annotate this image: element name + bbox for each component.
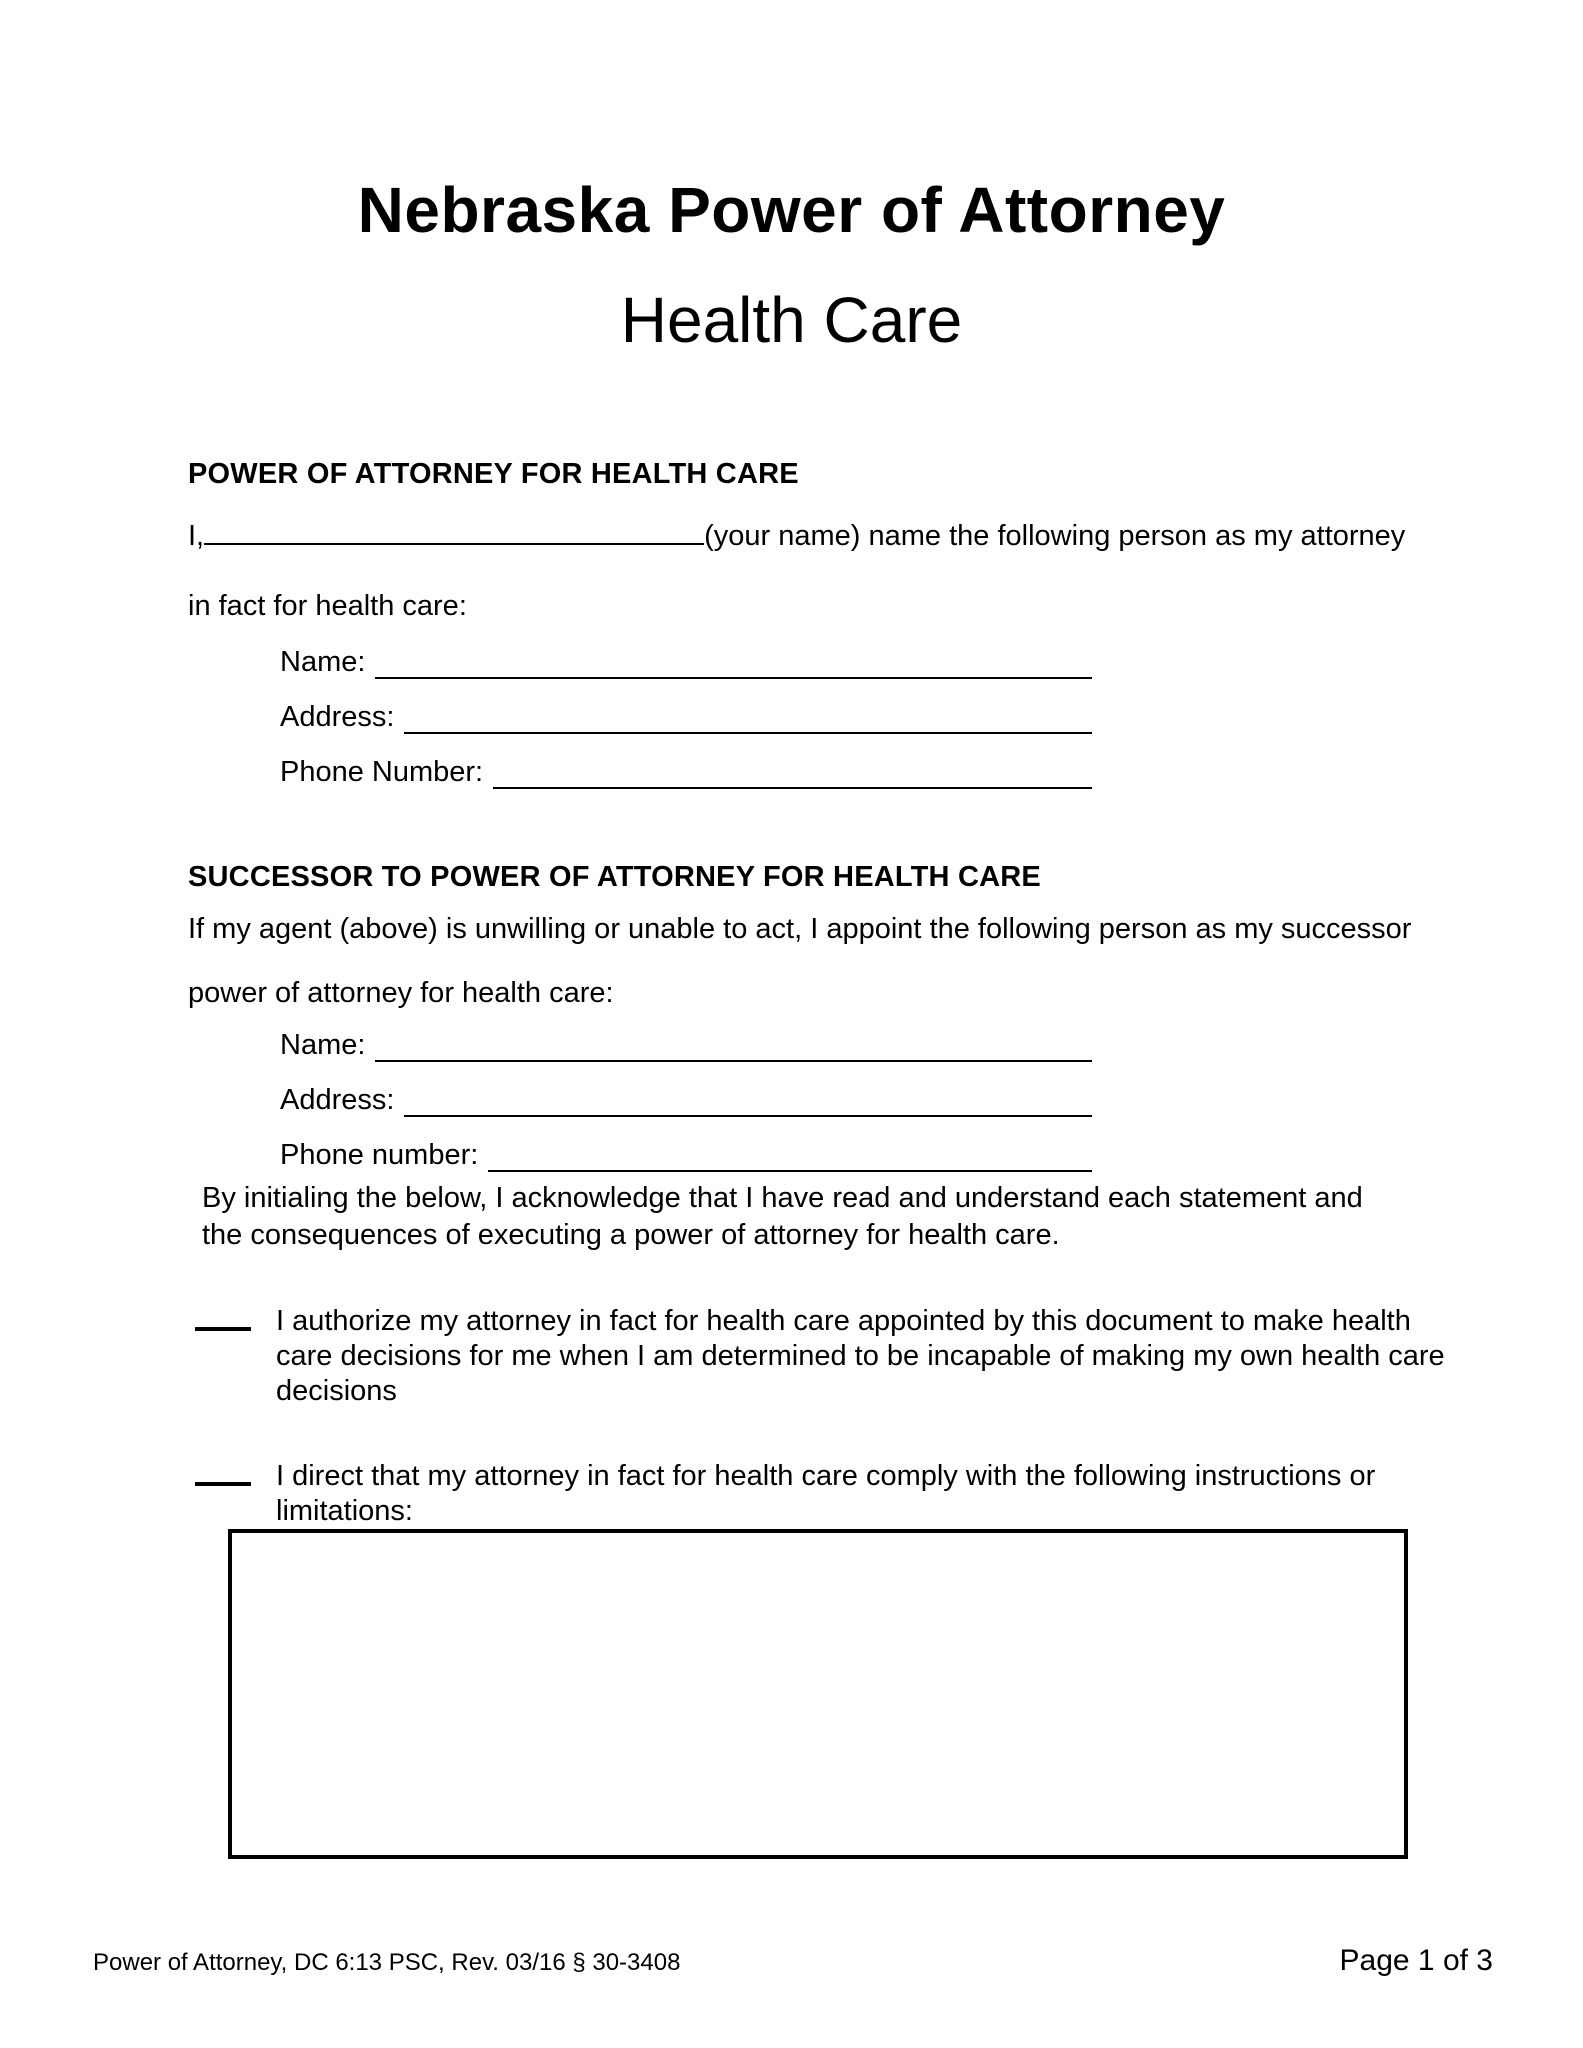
successor-fields: [280, 1028, 1092, 1172]
authorize-line2: care decisions for me when I am determined to be incapable of making my own health care: [276, 1340, 1445, 1372]
successor-address-row: [280, 1083, 1092, 1117]
poa-section-heading: POWER OF ATTORNEY FOR HEALTH CARE: [188, 458, 799, 490]
initials-blank-field[interactable]: [195, 1459, 251, 1486]
direct-line1: I direct that my attorney in fact for health care comply with the following instructions or: [276, 1460, 1376, 1492]
initial-direct-text: [276, 1459, 1375, 1529]
page-footer: [93, 1944, 1493, 1978]
your-name-blank-field[interactable]: [204, 515, 704, 545]
poa-intro-prefix: I,: [188, 520, 205, 552]
initial-authorize-text: [276, 1304, 1445, 1409]
successor-intro-line2: power of attorney for health care:: [188, 977, 614, 1009]
poa-phone-label: Phone Number:: [280, 756, 484, 788]
successor-phone-blank-field[interactable]: [488, 1142, 1092, 1172]
poa-intro-after-blank: (your name) name the following person as my attorney: [704, 520, 1406, 552]
footer-document-reference: Power of Attorney, DC 6:13 PSC, Rev. 03/16 § 30-3408: [93, 1949, 681, 1976]
poa-phone-blank-field[interactable]: [493, 759, 1092, 789]
successor-phone-label: Phone number:: [280, 1139, 479, 1171]
acknowledgement-line1: By initialing the below, I acknowledge that I have read and understand each statement and: [202, 1182, 1363, 1214]
document-body: [188, 458, 1448, 1859]
authorize-line1: I authorize my attorney in fact for health care appointed by this document to make health: [276, 1305, 1411, 1337]
poa-phone-row: [280, 755, 1092, 789]
successor-phone-row: [280, 1138, 1092, 1172]
poa-address-label: Address:: [280, 701, 395, 733]
successor-name-label: Name:: [280, 1029, 366, 1061]
successor-intro-line1: If my agent (above) is unwilling or unable to act, I appoint the following person as my successor: [188, 913, 1412, 945]
poa-intro-line1: [188, 515, 1448, 553]
acknowledgement-paragraph: [202, 1180, 1448, 1254]
direct-line2: limitations:: [276, 1495, 413, 1527]
initials-blank-field[interactable]: [195, 1304, 251, 1331]
poa-fields: [280, 645, 1092, 789]
successor-address-label: Address:: [280, 1084, 395, 1116]
poa-name-label: Name:: [280, 646, 366, 678]
poa-address-blank-field[interactable]: [404, 704, 1092, 734]
acknowledgement-line2: the consequences of executing a power of attorney for health care.: [202, 1219, 1060, 1251]
successor-name-blank-field[interactable]: [375, 1032, 1092, 1062]
poa-name-blank-field[interactable]: [375, 649, 1092, 679]
instructions-limitations-box-field[interactable]: [228, 1529, 1408, 1859]
successor-name-row: [280, 1028, 1092, 1062]
authorize-line3: decisions: [276, 1375, 397, 1407]
doc-title: Nebraska Power of Attorney: [357, 174, 1226, 246]
poa-intro-line2: in fact for health care:: [188, 590, 467, 622]
poa-address-row: [280, 700, 1092, 734]
successor-address-blank-field[interactable]: [404, 1087, 1092, 1117]
initial-item-direct: [188, 1459, 1448, 1529]
initial-item-authorize: [188, 1304, 1448, 1409]
poa-name-row: [280, 645, 1092, 679]
doc-subtitle: Health Care: [620, 284, 963, 356]
footer-page-number: Page 1 of 3: [1339, 1944, 1493, 1977]
successor-section-heading: SUCCESSOR TO POWER OF ATTORNEY FOR HEALTH CARE: [188, 861, 1041, 893]
